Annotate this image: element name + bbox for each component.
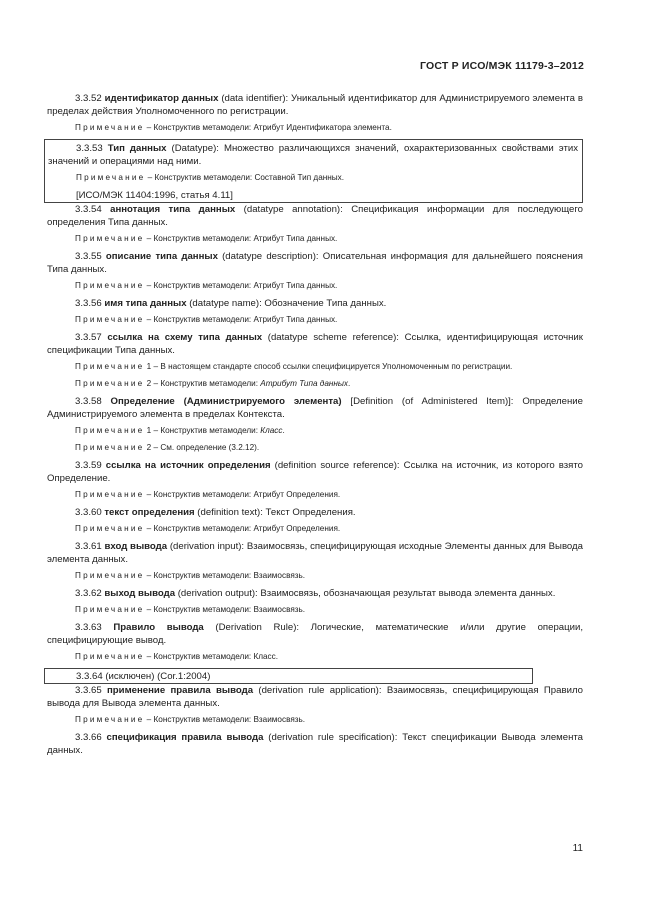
entry-term: выход вывода: [104, 588, 176, 599]
note-text: – Конструктив метамодели: Класс.: [146, 652, 279, 661]
entry-3-3-65: [47, 684, 583, 710]
document-body: [47, 92, 583, 761]
entry-number: 3.3.52: [75, 93, 102, 104]
entry-definition: (derivation input): Взаимосвязь, специфицирующая исходные Элементы данных для Вывода элемента данных.: [47, 541, 583, 565]
note-text: – Конструктив метамодели: Атрибут Определения.: [146, 490, 341, 499]
note-text: – Конструктив метамодели: Атрибут Типа данных.: [146, 281, 338, 290]
note-label: Примечание: [75, 715, 145, 724]
entry-term: идентификатор данных: [104, 93, 219, 104]
note: [47, 570, 583, 581]
note-label: Примечание: [75, 571, 145, 580]
entry-3-3-61: [47, 540, 583, 566]
entry-term: имя типа данных: [104, 298, 187, 309]
document-header: ГОСТ Р ИСО/МЭК 11179-3–2012: [419, 60, 584, 72]
note-text: – Конструктив метамодели: Атрибут Идентификатора элемента.: [146, 123, 392, 132]
entry-number: 3.3.56: [75, 298, 102, 309]
note: [47, 604, 583, 615]
entry-definition: (datatype name): Обозначение Типа данных.: [186, 298, 387, 309]
entry-3-3-53: [45, 142, 578, 168]
note-text: – Конструктив метамодели: Атрибут Определения.: [146, 524, 341, 533]
note-label: Примечание: [75, 652, 145, 661]
note-italic: Атрибут Типа данных: [260, 379, 349, 388]
entry-3-3-59: [47, 459, 583, 485]
entry-term: спецификация правила вывода: [106, 732, 264, 743]
note-2: [47, 378, 583, 389]
entry-term: текст определения: [104, 507, 195, 518]
note-italic: Класс: [260, 426, 283, 435]
entry-definition: (datatype description): Описательная информация для дальнейшего пояснения Типа данных.: [47, 251, 583, 275]
entry-3-3-56: [47, 297, 583, 310]
entry-3-3-60: [47, 506, 583, 519]
entry-3-3-66: [47, 731, 583, 757]
source-reference: [ИСО/МЭК 11404:1996, статья 4.11]: [76, 190, 233, 201]
entry-3-3-58: [47, 395, 583, 421]
entry-number: 3.3.57: [75, 332, 102, 343]
note-text: 2 – Конструктив метамодели:: [146, 379, 261, 388]
entry-definition: [Definition (of Administered Item)]: Определение Администрируемого элемента в пределах Контекста.: [47, 396, 583, 420]
boxed-entry-3-3-53: [44, 139, 583, 203]
entry-term: ссылка на источник определения: [105, 460, 271, 471]
note-text: 2 – См. определение (3.2.12).: [146, 443, 260, 452]
note-label: Примечание: [75, 605, 145, 614]
entry-term: Определение (Администрируемого элемента): [110, 396, 342, 407]
entry-number: 3.3.53: [76, 143, 103, 154]
entry-term: описание типа данных: [105, 251, 218, 262]
entry-definition: (definition source reference): Ссылка на источник, из которого взято Определение.: [47, 460, 583, 484]
note-label: Примечание: [75, 379, 145, 388]
entry-number: 3.3.61: [75, 541, 102, 552]
entry-definition: (Derivation Rule): Логические, математические и/или другие операции, специфицирующие вывод.: [47, 622, 583, 646]
note-label: Примечание: [75, 123, 145, 132]
note-label: Примечание: [75, 234, 145, 243]
note-end: .: [282, 426, 285, 435]
note-text: – Конструктив метамодели: Атрибут Типа данных.: [146, 234, 338, 243]
page-number: 11: [572, 843, 583, 854]
note-text: 1 – В настоящем стандарте способ ссылки специфицируется Уполномоченным по регистрации.: [146, 362, 513, 371]
note: [47, 233, 583, 244]
note: [45, 172, 578, 183]
boxed-entry-3-3-64: 3.3.64 (исключен) (Cor.1:2004): [44, 668, 533, 684]
entry-3-3-52: [47, 92, 583, 118]
note: [47, 314, 583, 325]
note: [47, 714, 583, 725]
note-label: Примечание: [75, 426, 145, 435]
entry-number: 3.3.66: [75, 732, 102, 743]
entry-number: 3.3.59: [75, 460, 102, 471]
note-text: – Конструктив метамодели: Взаимосвязь.: [146, 605, 306, 614]
entry-3-3-55: [47, 250, 583, 276]
note-text: 1 – Конструктив метамодели:: [146, 426, 261, 435]
note-text: – Конструктив метамодели: Атрибут Типа данных.: [146, 315, 338, 324]
entry-term: ссылка на схему типа данных: [107, 332, 263, 343]
entry-term: Правило вывода: [113, 622, 204, 633]
note-end: .: [348, 379, 351, 388]
note-label: Примечание: [75, 524, 145, 533]
entry-definition: (datatype scheme reference): Ссылка, идентифицирующая источник спецификации Типа данных.: [47, 332, 583, 356]
entry-number: 3.3.60: [75, 507, 102, 518]
note-text: – Конструктив метамодели: Составной Тип данных.: [147, 173, 345, 182]
entry-number: 3.3.58: [75, 396, 102, 407]
note: [47, 489, 583, 500]
entry-3-3-54: [47, 203, 583, 229]
entry-number: 3.3.54: [75, 204, 102, 215]
entry-definition: (definition text): Текст Определения.: [194, 507, 356, 518]
note-1: [47, 425, 583, 436]
note: [47, 122, 583, 133]
note-text: – Конструктив метамодели: Взаимосвязь.: [146, 571, 306, 580]
note-2: [47, 442, 583, 453]
entry-number: 3.3.63: [75, 622, 102, 633]
entry-3-3-63: [47, 621, 583, 647]
note-label: Примечание: [75, 362, 145, 371]
entry-term: применение правила вывода: [107, 685, 254, 696]
note: [47, 280, 583, 291]
entry-definition: (data identifier): Уникальный идентификатор для Администрируемого элемента в пределах действия Уполномоченного по регистрации.: [47, 93, 583, 117]
note-label: Примечание: [75, 490, 145, 499]
entry-term: аннотация типа данных: [110, 204, 236, 215]
entry-number: 3.3.62: [75, 588, 102, 599]
entry-3-3-62: [47, 587, 583, 600]
note-1: [47, 361, 583, 372]
entry-term: Тип данных: [107, 143, 167, 154]
note: [47, 651, 583, 662]
entry-definition: (datatype annotation): Спецификация информации для последующего определения Типа данных.: [47, 204, 583, 228]
note-label: Примечание: [76, 173, 146, 182]
entry-definition: (derivation rule specification): Текст спецификации Вывода элемента данных.: [47, 732, 584, 756]
entry-number: 3.3.55: [75, 251, 102, 262]
entry-definition: (derivation rule application): Взаимосвязь, специфицирующая Правило вывода для Вывода элемента данных.: [47, 685, 583, 709]
entry-3-3-57: [47, 331, 583, 357]
note-label: Примечание: [75, 443, 145, 452]
entry-definition: (derivation output): Взаимосвязь, обозначающая результат вывода элемента данных.: [175, 588, 556, 599]
entry-definition: (Datatype): Множество различающихся значений, охарактеризованных свойствами этих значений и операциями над ними.: [48, 143, 578, 167]
note: [47, 523, 583, 534]
note-label: Примечание: [75, 315, 145, 324]
entry-term: вход вывода: [104, 541, 168, 552]
note-label: Примечание: [75, 281, 145, 290]
entry-number: 3.3.65: [75, 685, 102, 696]
note-text: – Конструктив метамодели: Взаимосвязь.: [146, 715, 306, 724]
